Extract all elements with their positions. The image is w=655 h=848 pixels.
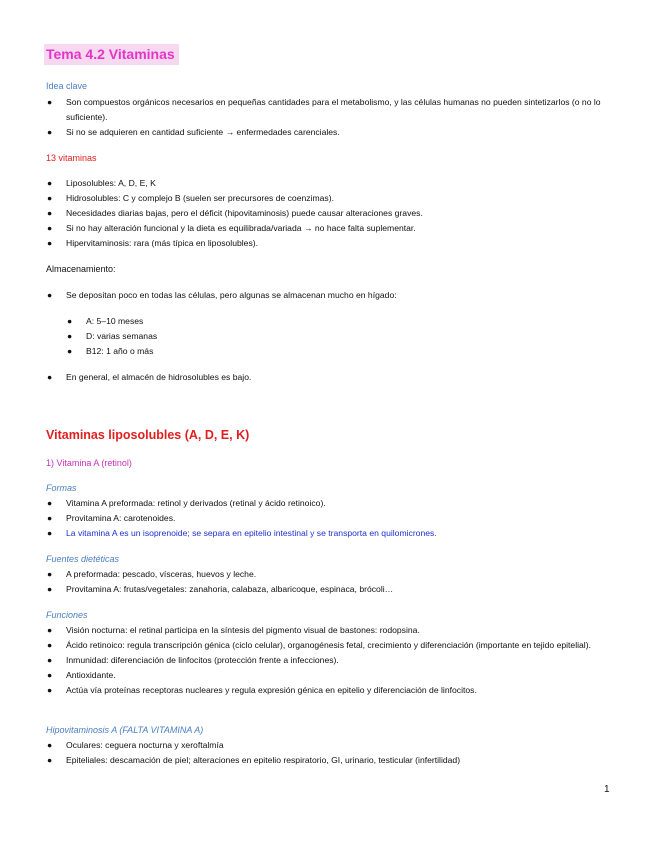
fuentes-heading: Fuentes dietéticas	[46, 554, 120, 564]
list-item: ● Epiteliales: descamación de piel; alteraciones en epitelio respiratorio, GI, urinario, testicular (infertilidad)	[46, 753, 606, 768]
bullet-icon: ●	[47, 584, 53, 594]
bullet-icon: ●	[47, 685, 53, 695]
formas-list	[46, 496, 606, 541]
list-item: ● Si no hay alteración funcional y la dieta es equilibrada/variada → no hace falta suplementar.	[46, 221, 606, 236]
list-item: ● Provitamina A: carotenoides.	[46, 511, 606, 526]
list-item: ● Visión nocturna: el retinal participa en la síntesis del pigmento visual de bastones: rodopsina.	[46, 623, 606, 638]
fuentes-list	[46, 567, 606, 597]
funciones-heading: Funciones	[46, 610, 88, 620]
bullet-icon: ●	[47, 625, 53, 635]
list-item: ● Hidrosolubles: C y complejo B (suelen ser precursores de coenzimas).	[46, 191, 606, 206]
bullet-icon: ●	[67, 346, 73, 356]
list-item: ● Vitamina A preformada: retinol y derivados (retinal y ácido retinoico).	[46, 496, 606, 511]
list-item: ● B12: 1 año o más	[66, 344, 586, 359]
idea-clave-heading: Idea clave	[46, 81, 88, 91]
list-item-highlight: ● La vitamina A es un isoprenoide; se separa en epitelio intestinal y se transporta en quilomicrones.	[46, 526, 606, 541]
formas-heading: Formas	[46, 483, 77, 493]
bullet-icon: ●	[47, 655, 53, 665]
bullet-icon: ●	[47, 193, 53, 203]
bullet-icon: ●	[67, 316, 73, 326]
funciones-list	[46, 623, 606, 698]
vitamina-a-heading: 1) Vitamina A (retinol)	[46, 458, 132, 468]
trece-vitaminas-list	[46, 176, 606, 251]
list-item: ● A preformada: pescado, vísceras, huevos y leche.	[46, 567, 606, 582]
list-item: ● Actúa vía proteínas receptoras nucleares y regula expresión génica en epitelio y diferenciación de linfocitos.	[46, 683, 606, 698]
almacenamiento-heading: Almacenamiento:	[46, 264, 116, 274]
idea-clave-list	[46, 95, 606, 140]
hipovitaminosis-list	[46, 738, 606, 768]
list-item: ● Si no se adquieren en cantidad suficiente → enfermedades carenciales.	[46, 125, 606, 140]
list-item: ● Se depositan poco en todas las células, pero algunas se almacenan mucho en hígado:	[46, 288, 606, 303]
almacenamiento-outro	[46, 370, 606, 385]
bullet-icon: ●	[47, 640, 53, 650]
almacenamiento-intro	[46, 288, 606, 303]
list-item: ● Son compuestos orgánicos necesarios en pequeñas cantidades para el metabolismo, y las células humanas no pueden sintetizarlos (o no lo suficiente).	[47, 97, 601, 122]
liposolubles-title: Vitaminas liposolubles (A, D, E, K)	[46, 428, 250, 442]
almacenamiento-sublist	[66, 314, 586, 359]
list-item: ● D: varias semanas	[66, 329, 586, 344]
bullet-icon: ●	[47, 208, 53, 218]
bullet-icon: ●	[47, 528, 53, 538]
list-item: ● A: 5–10 meses	[66, 314, 586, 329]
trece-vitaminas-heading: 13 vitaminas	[46, 153, 97, 163]
list-item: ● Liposolubles: A, D, E, K	[46, 176, 606, 191]
bullet-icon: ●	[47, 290, 53, 300]
bullet-icon: ●	[47, 97, 53, 107]
bullet-icon: ●	[47, 740, 53, 750]
list-item: ● Inmunidad: diferenciación de linfocitos (protección frente a infecciones).	[46, 653, 606, 668]
bullet-icon: ●	[47, 178, 53, 188]
bullet-icon: ●	[47, 238, 53, 248]
list-item: ● Hipervitaminosis: rara (más típica en liposolubles).	[46, 236, 606, 251]
list-item: ● Provitamina A: frutas/vegetales: zanahoria, calabaza, albaricoque, espinaca, brócoli…	[46, 582, 606, 597]
list-item: ● Antioxidante.	[46, 668, 606, 683]
page-number: 1	[604, 784, 610, 795]
bullet-icon: ●	[47, 569, 53, 579]
list-item: ● Oculares: ceguera nocturna y xeroftalmía	[46, 738, 606, 753]
bullet-icon: ●	[47, 755, 53, 765]
bullet-icon: ●	[47, 127, 53, 137]
list-item: ● En general, el almacén de hidrosolubles es bajo.	[46, 370, 606, 385]
list-item: ● Necesidades diarias bajas, pero el déficit (hipovitaminosis) puede causar alteraciones graves.	[46, 206, 606, 221]
page-title: Tema 4.2 Vitaminas	[44, 44, 179, 65]
bullet-icon: ●	[47, 223, 53, 233]
bullet-icon: ●	[47, 372, 53, 382]
bullet-icon: ●	[67, 331, 73, 341]
hipovitaminosis-heading: Hipovitaminosis A (FALTA VITAMINA A)	[46, 725, 204, 735]
bullet-icon: ●	[47, 513, 53, 523]
bullet-icon: ●	[47, 498, 53, 508]
bullet-icon: ●	[47, 670, 53, 680]
list-item: ● Ácido retinoico: regula transcripción génica (ciclo celular), organogénesis fetal, crecimiento y diferenciación (importante en tejido epitelial).	[46, 638, 606, 653]
